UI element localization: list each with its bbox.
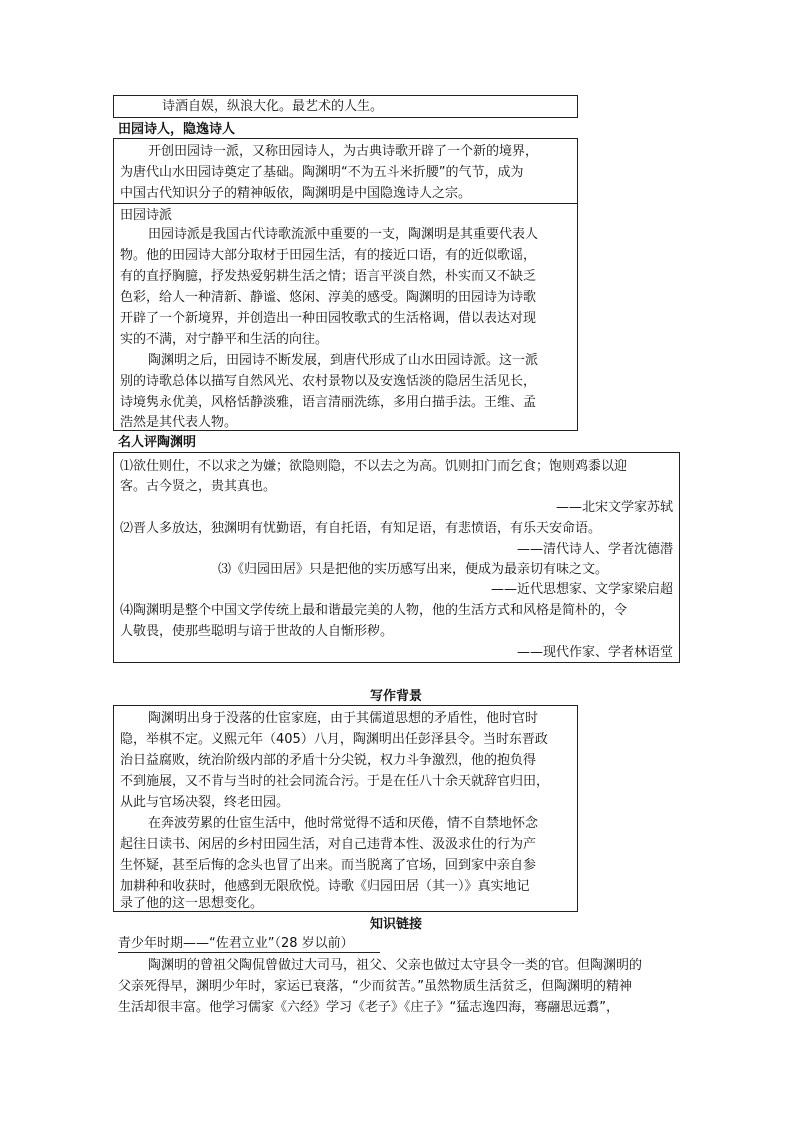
pastoral-para-line: 为唐代山水田园诗奠定了基础。陶渊明“不为五斗米折腰”的气节，成为 [120,165,524,180]
quote-line: 客。古今贤之，贵其真也。 [120,479,277,494]
school-title: 田园诗派 [120,208,173,223]
background-line: 生怀疑，甚至后悔的念头也冒了出来。而当脱离了官场，回到家中亲自参 [120,858,537,873]
school-line: 陶渊明之后，田园诗不断发展，到唐代形成了山水田园诗派。这一派 [148,353,539,368]
background-line: 从此与官场决裂，终老田园。 [120,795,290,810]
knowledge-heading: 知识链接 [370,917,423,932]
quote-line: ⑵晋人多放达，独渊明有忧勤语，有自托语，有知足语，有悲愤语，有乐天安命语。 [120,521,602,536]
quote-source: ——北宋文学家苏轼 [555,500,673,515]
school-line: 色彩，给人一种清新、静谧、悠闲、淳美的感受。陶渊明的田园诗为诗歌 [120,290,537,305]
school-line: 别的诗歌总体以描写自然风光、农村景物以及安逸恬淡的隐居生活见长， [120,374,537,389]
school-line: 田园诗派是我国古代诗歌流派中重要的一支，陶渊明是其重要代表人 [148,227,539,242]
background-line: 不到施展，又不肯与当时的社会同流合污。于是在任八十余天就辞官归田， [120,774,550,789]
quote-line: ⑶《归园田居》只是把他的实历感写出来，便成为最亲切有味之文。 [218,562,609,577]
quote-source: ——清代诗人、学者沈德潜 [516,542,673,557]
background-line: 加耕种和收获时，他感到无限欣悦。诗歌《归园田居（其一）》真实地记 [120,879,530,894]
background-line: 陶渊明出身于没落的仕宦家庭，由于其儒道思想的矛盾性，他时官时 [148,711,539,726]
critics-heading: 名人评陶渊明 [118,435,197,450]
school-line: 开辟了一个新境界，并创造出一种田园牧歌式的生活格调，借以表达对现 [120,311,537,326]
school-line: 有的直抒胸臆，抒发热爱躬耕生活之情；语言平淡自然，朴实而又不缺乏 [120,269,537,284]
background-line: 在奔波劳累的仕宦生活中，他时常觉得不适和厌倦，情不自禁地怀念 [148,816,539,831]
quote-source: ——现代作家、学者林语堂 [516,645,673,660]
background-heading: 写作背景 [370,689,423,704]
pastoral-separator [114,203,577,204]
pastoral-para-line: 开创田园诗一派，又称田园诗人，为古典诗歌开辟了一个新的境界， [148,144,539,159]
youth-heading: 青少年时期——“佐君立业”（28 岁以前） [118,936,354,951]
background-box [113,705,578,912]
pastoral-box [113,138,578,431]
pastoral-para-line: 中国古代知识分子的精神皈依，陶渊明是中国隐逸诗人之宗。 [120,186,472,201]
pastoral-heading: 田园诗人，隐逸诗人 [118,122,236,137]
critics-box [113,452,680,663]
youth-line: 父亲死得早，渊明少年时，家运已衰落，“少而贫苦。”虽然物质生活贫乏，但陶渊明的精神 [118,979,632,994]
school-line: 物。他的田园诗大部分取材于田园生活，有的接近口语，有的近似歌谣， [120,248,537,263]
school-line: 浩然是其代表人物。 [120,415,238,430]
background-line: 录了他的这一思想变化。 [120,896,264,911]
quote-line: ⑴欲仕则仕，不以求之为嫌；欲隐则隐，不以去之为高。饥则扣门而乞食；饱则鸡黍以迎 [120,459,628,474]
quote-line: ⑷陶渊明是整个中国文学传统上最和谐最完美的人物，他的生活方式和风格是简朴的，令 [120,603,628,618]
background-line: 治日益腐败，统治阶级内部的矛盾十分尖锐，权力斗争激烈，他的抱负得 [120,753,537,768]
youth-heading-underline [118,952,380,953]
background-line: 隐，举棋不定。义熙元年（405）八月，陶渊明出任彭泽县令。当时东晋政 [120,732,548,747]
quote-line: 人敬畏，使那些聪明与谙于世故的人自惭形秽。 [120,624,394,639]
quote-source: ——近代思想家、文学家梁启超 [490,582,673,597]
top-box [113,95,578,118]
background-line: 起往日读书、闲居的乡村田园生活，对自己违背本性、汲汲求仕的行为产 [120,837,537,852]
school-line: 诗境隽永优美，风格恬静淡雅，语言清丽洗练，多用白描手法。王维、孟 [120,395,537,410]
youth-line: 生活却很丰富。他学习儒家《六经》学习《老子》《庄子》“猛志逸四海，骞翮思远翥”， [118,1000,619,1015]
top-box-line: 诗酒自娱，纵浪大化。最艺术的人生。 [162,99,384,114]
school-line: 实的不满，对宁静平和生活的向往。 [120,332,329,347]
youth-line: 陶渊明的曾祖父陶侃曾做过大司马，祖父、父亲也做过太守县令一类的官。但陶渊明的 [148,958,643,973]
